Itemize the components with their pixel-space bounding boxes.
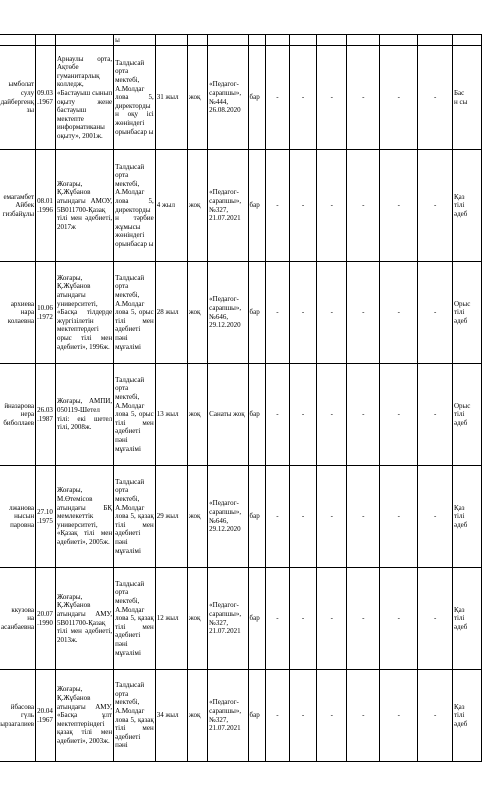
- dash-3-text: -: [330, 410, 333, 419]
- cell-birth-date: [36, 262, 56, 364]
- dash-5-text: -: [397, 711, 400, 720]
- cell-dash-2: [289, 568, 316, 670]
- category-text: жоқ: [188, 201, 201, 210]
- cell-staff-name: [0, 568, 36, 670]
- cell-education: [55, 364, 113, 466]
- dash-1-text: -: [276, 93, 279, 102]
- attestation-text: Санаты жоқ: [209, 410, 245, 419]
- cell-dash-1: [266, 150, 290, 262]
- table-row: [0, 46, 482, 150]
- dash-3-text: -: [330, 711, 333, 720]
- category-text: жоқ: [188, 614, 201, 623]
- subject-text: Орыс тілі әдеб: [453, 299, 471, 325]
- dash-6-text: -: [434, 410, 437, 419]
- attestation-text: «Педагог-сарапшы», №646, 29.12.2020: [209, 499, 242, 534]
- cell-subject: [452, 568, 481, 670]
- staff-name-text: архиева нара колаевна: [7, 299, 35, 325]
- dash-4-text: -: [362, 711, 365, 720]
- category-text: жоқ: [188, 410, 201, 419]
- cell-staff-name: [0, 46, 36, 150]
- table-row: [0, 466, 482, 568]
- cell-attestation: [208, 568, 248, 670]
- cell-dash-2: [289, 670, 316, 762]
- cell-subject: [452, 364, 481, 466]
- subject-text: Қаз тілі әдеб: [453, 503, 468, 529]
- cell-education: [55, 46, 113, 150]
- attestation-text: «Педагог-сарапшы», №327, 21.07.2021: [209, 188, 242, 223]
- availability-text: бар: [249, 711, 260, 720]
- cell-dash-4: [347, 364, 380, 466]
- cell-attestation: [208, 670, 248, 762]
- cell-dash-3: [317, 150, 347, 262]
- dash-6-text: -: [434, 201, 437, 210]
- staff-name-text: ымболат сулу дайбергенқ зы: [0, 80, 35, 115]
- birth-date-text: 26.03 .1987: [37, 405, 53, 423]
- cell-education: [55, 568, 113, 670]
- cell-birth-date: [36, 364, 56, 466]
- cell-position: [114, 568, 156, 670]
- cell-dash-3: [317, 46, 347, 150]
- cell-staff-name: [0, 466, 36, 568]
- cell-experience: [155, 46, 187, 150]
- cell-dash-4: [347, 150, 380, 262]
- education-text: Жоғары, АМПИ, 050119-Шетел тілі: екі шетел тілі, 2008ж.: [56, 397, 113, 432]
- cell-staff-name: [0, 670, 36, 762]
- dash-3-text: -: [330, 93, 333, 102]
- dash-3-text: -: [330, 512, 333, 521]
- position-text: Талдысай орта мектебі, А.Молдаг лова 5, орыс тілі мен әдебиеті пәні мұғалімі: [115, 273, 154, 351]
- experience-text: 34 жыл: [156, 711, 179, 720]
- dash-5-text: -: [397, 410, 400, 419]
- cell-dash-4: [347, 670, 380, 762]
- cell-dash-6: [418, 466, 453, 568]
- cell-dash-1: [266, 262, 290, 364]
- subject-text: Қаз тілі әдеб: [453, 605, 468, 631]
- cell-experience: [155, 364, 187, 466]
- cell-position: [114, 670, 156, 762]
- dash-1-text: -: [276, 512, 279, 521]
- dash-2-text: -: [301, 201, 305, 210]
- cell-dash-1: [266, 568, 290, 670]
- cell-category: [187, 568, 207, 670]
- position-text: Талдысай орта мектебі, А.Молдаг лова 5, директорды н оқу ісі жөніндегі орынбасар ы: [115, 58, 154, 136]
- dash-1-text: -: [276, 711, 279, 720]
- dash-2-text: -: [301, 512, 305, 521]
- dash-1-text: -: [276, 201, 279, 210]
- cell-availability: [248, 466, 265, 568]
- cell-education: [55, 150, 113, 262]
- cell-dash-6: [418, 568, 453, 670]
- dash-3-text: -: [330, 201, 333, 210]
- dash-1-text: -: [276, 410, 279, 419]
- cell-experience: [155, 568, 187, 670]
- cell-dash-4: [347, 568, 380, 670]
- subject-text: Бас н сы: [453, 88, 468, 106]
- table-row: [0, 364, 482, 466]
- subject-text: Қаз тілі әдеб: [453, 702, 468, 728]
- availability-text: бар: [249, 512, 260, 521]
- position-text: Талдысай орта мектебі, А.Молдаг лова 5, директорды н тәрбие жұмысы жөніндегі орынбасар ы: [115, 162, 154, 248]
- birth-date-text: 27.10 .1975: [37, 507, 53, 525]
- cell-birth-date: [36, 150, 56, 262]
- table-row: [0, 262, 482, 364]
- cell-dash-5: [380, 46, 418, 150]
- cell-category: [187, 670, 207, 762]
- cell-education: [55, 262, 113, 364]
- cell-dash-2: [289, 364, 316, 466]
- table-header-strip: [0, 35, 482, 46]
- cell-position: [114, 364, 156, 466]
- cell-availability: [248, 670, 265, 762]
- cell-dash-1: [266, 670, 290, 762]
- position-fragment: ы: [114, 35, 156, 46]
- cell-dash-1: [266, 46, 290, 150]
- category-text: жоқ: [188, 308, 201, 317]
- dash-6-text: -: [434, 93, 437, 102]
- experience-text: 29 жыл: [156, 512, 179, 521]
- availability-text: бар: [249, 308, 260, 317]
- cell-dash-6: [418, 150, 453, 262]
- table-row: [0, 150, 482, 262]
- position-text: Талдысай орта мектебі, А.Молдаг лова 5, қазақ тілі мен әдебиеті пәні: [115, 681, 154, 750]
- category-text: жоқ: [188, 93, 201, 102]
- cell-subject: [452, 262, 481, 364]
- position-text: Талдысай орта мектебі, А.Молдаг лова 5, қазақ тілі мен әдебиеті пәні мұғалімі: [115, 477, 154, 555]
- cell-dash-5: [380, 670, 418, 762]
- education-text: Жоғары, Қ.Жұбанов атындағы университеті, «Басқа тілдерде жүргізілетін мектептердегі орыс тілі мен әдебиеті», 1996ж.: [56, 273, 113, 351]
- cell-dash-6: [418, 262, 453, 364]
- education-text: Жоғары, Қ.Жұбанов атындағы АМУ, «Басқа ұлт мектептеріндегі қазақ тілі мен әдебиеті», 2003ж.: [56, 685, 113, 745]
- dash-6-text: -: [434, 512, 437, 521]
- cell-category: [187, 46, 207, 150]
- education-text: Жоғары, Қ.Жұбанов атындағы АМУ, 5В011700-Қазақ тілі мен әдебиеті, 2013ж.: [56, 592, 113, 644]
- dash-4-text: -: [362, 308, 365, 317]
- attestation-text: «Педагог-сарапшы», №444, 26.08.2020: [209, 80, 242, 115]
- cell-dash-3: [317, 364, 347, 466]
- experience-text: 31 жыл: [156, 93, 179, 102]
- cell-dash-3: [317, 568, 347, 670]
- experience-text: 4 жыл: [156, 201, 176, 210]
- experience-text: 13 жыл: [156, 410, 179, 419]
- cell-availability: [248, 262, 265, 364]
- education-text: Жоғары, М.Өтемісов атындағы БҚ мемлекеттік университеті, «Қазақ тілі мен әдебиеті», 2005ж.: [56, 486, 113, 546]
- cell-availability: [248, 364, 265, 466]
- position-text: Талдысай орта мектебі, А.Молдаг лова 5, орыс тілі мен әдебиеті пәні мұғалімі: [115, 375, 154, 453]
- dash-3-text: -: [330, 308, 333, 317]
- cell-dash-1: [266, 466, 290, 568]
- dash-6-text: -: [434, 711, 437, 720]
- subject-text: Қаз тілі әдеб: [453, 192, 468, 218]
- dash-4-text: -: [362, 93, 365, 102]
- cell-birth-date: [36, 670, 56, 762]
- dash-6-text: -: [434, 308, 437, 317]
- cell-dash-6: [418, 46, 453, 150]
- cell-birth-date: [36, 46, 56, 150]
- cell-dash-5: [380, 262, 418, 364]
- staff-table: [0, 34, 482, 762]
- cell-dash-2: [289, 46, 316, 150]
- dash-2-text: -: [301, 614, 305, 623]
- cell-position: [114, 46, 156, 150]
- birth-date-text: 08.01 .1996: [37, 196, 53, 214]
- staff-table-body: [0, 35, 482, 762]
- availability-text: бар: [249, 410, 260, 419]
- education-text: Жоғары, Қ.Жұбанов атындағы АМОУ, 5В011700-Қазақ тілі мен әдебиеті, 2017ж: [56, 179, 113, 231]
- cell-experience: [155, 262, 187, 364]
- dash-4-text: -: [362, 201, 365, 210]
- cell-attestation: [208, 150, 248, 262]
- cell-subject: [452, 150, 481, 262]
- dash-3-text: -: [330, 614, 333, 623]
- cell-category: [187, 150, 207, 262]
- dash-2-text: -: [301, 308, 305, 317]
- dash-2-text: -: [301, 93, 305, 102]
- table-row: [0, 670, 482, 762]
- availability-text: бар: [249, 93, 260, 102]
- dash-5-text: -: [397, 512, 400, 521]
- experience-text: 28 жыл: [156, 308, 179, 317]
- cell-dash-3: [317, 262, 347, 364]
- cell-dash-2: [289, 262, 316, 364]
- cell-staff-name: [0, 150, 36, 262]
- cell-attestation: [208, 364, 248, 466]
- dash-2-text: -: [301, 410, 305, 419]
- cell-dash-6: [418, 364, 453, 466]
- cell-category: [187, 262, 207, 364]
- staff-name-text: емагамбет Айбек гизбайұлы: [2, 192, 35, 218]
- birth-date-text: 09.03 .1967: [37, 88, 53, 106]
- cell-dash-4: [347, 262, 380, 364]
- dash-4-text: -: [362, 512, 365, 521]
- cell-availability: [248, 150, 265, 262]
- category-text: жоқ: [188, 512, 201, 521]
- cell-position: [114, 466, 156, 568]
- cell-education: [55, 466, 113, 568]
- cell-dash-3: [317, 670, 347, 762]
- cell-dash-6: [418, 670, 453, 762]
- dash-5-text: -: [397, 201, 400, 210]
- staff-name-text: лжанова нысын паровна: [9, 503, 35, 529]
- birth-date-text: 10.06 .1972: [37, 303, 53, 321]
- cell-birth-date: [36, 466, 56, 568]
- dash-4-text: -: [362, 410, 365, 419]
- cell-availability: [248, 568, 265, 670]
- cell-dash-1: [266, 364, 290, 466]
- cell-dash-4: [347, 466, 380, 568]
- cell-education: [55, 670, 113, 762]
- cell-position: [114, 262, 156, 364]
- dash-1-text: -: [276, 308, 279, 317]
- experience-text: 12 жыл: [156, 614, 179, 623]
- attestation-text: «Педагог-сарапшы», №327, 21.07.2021: [209, 601, 242, 636]
- cell-category: [187, 466, 207, 568]
- education-text: Арнаулы орта, Ақтөбе гуманитарлық колледж, «Бастауыш сынып оқыту жене бастауыш мектепте информатиканы оқыту», 2001ж.: [56, 54, 113, 140]
- category-text: жоқ: [188, 711, 201, 720]
- birth-date-text: 20.07 .1990: [37, 609, 53, 627]
- dash-6-text: -: [434, 614, 437, 623]
- dash-1-text: -: [276, 614, 279, 623]
- cell-dash-4: [347, 46, 380, 150]
- attestation-text: «Педагог-сарапшы», №327, 21.07.2021: [209, 698, 242, 733]
- position-text: Талдысай орта мектебі, А.Молдаг лова 5, қазақ тілі мен әдебиеті пәні мұғалімі: [115, 579, 154, 657]
- cell-dash-2: [289, 466, 316, 568]
- cell-category: [187, 364, 207, 466]
- cell-dash-5: [380, 364, 418, 466]
- cell-dash-5: [380, 150, 418, 262]
- cell-subject: [452, 46, 481, 150]
- cell-dash-3: [317, 466, 347, 568]
- cell-experience: [155, 670, 187, 762]
- cell-availability: [248, 46, 265, 150]
- cell-dash-2: [289, 150, 316, 262]
- birth-date-text: 20.04 .1967: [37, 706, 53, 724]
- cell-dash-5: [380, 568, 418, 670]
- dash-2-text: -: [301, 711, 305, 720]
- availability-text: бар: [249, 201, 260, 210]
- dash-4-text: -: [362, 614, 365, 623]
- cell-position: [114, 150, 156, 262]
- staff-name-text: йназарова нера биболлаев: [3, 401, 35, 427]
- attestation-text: «Педагог-сарапшы», №646, 29.12.2020: [209, 295, 242, 330]
- cell-dash-5: [380, 466, 418, 568]
- cell-attestation: [208, 46, 248, 150]
- cell-attestation: [208, 262, 248, 364]
- cell-staff-name: [0, 364, 36, 466]
- subject-text: Орыс тілі әдеб: [453, 401, 471, 427]
- cell-experience: [155, 150, 187, 262]
- staff-name-text: йбасова гүль ырзагалиев: [0, 702, 35, 728]
- availability-text: бар: [249, 614, 260, 623]
- cell-birth-date: [36, 568, 56, 670]
- staff-name-text: ккузова на асанбаевна: [1, 605, 35, 631]
- cell-subject: [452, 466, 481, 568]
- table-row: [0, 568, 482, 670]
- dash-5-text: -: [397, 93, 400, 102]
- dash-5-text: -: [397, 308, 400, 317]
- cell-staff-name: [0, 262, 36, 364]
- cell-attestation: [208, 466, 248, 568]
- cell-subject: [452, 670, 481, 762]
- dash-5-text: -: [397, 614, 400, 623]
- cell-experience: [155, 466, 187, 568]
